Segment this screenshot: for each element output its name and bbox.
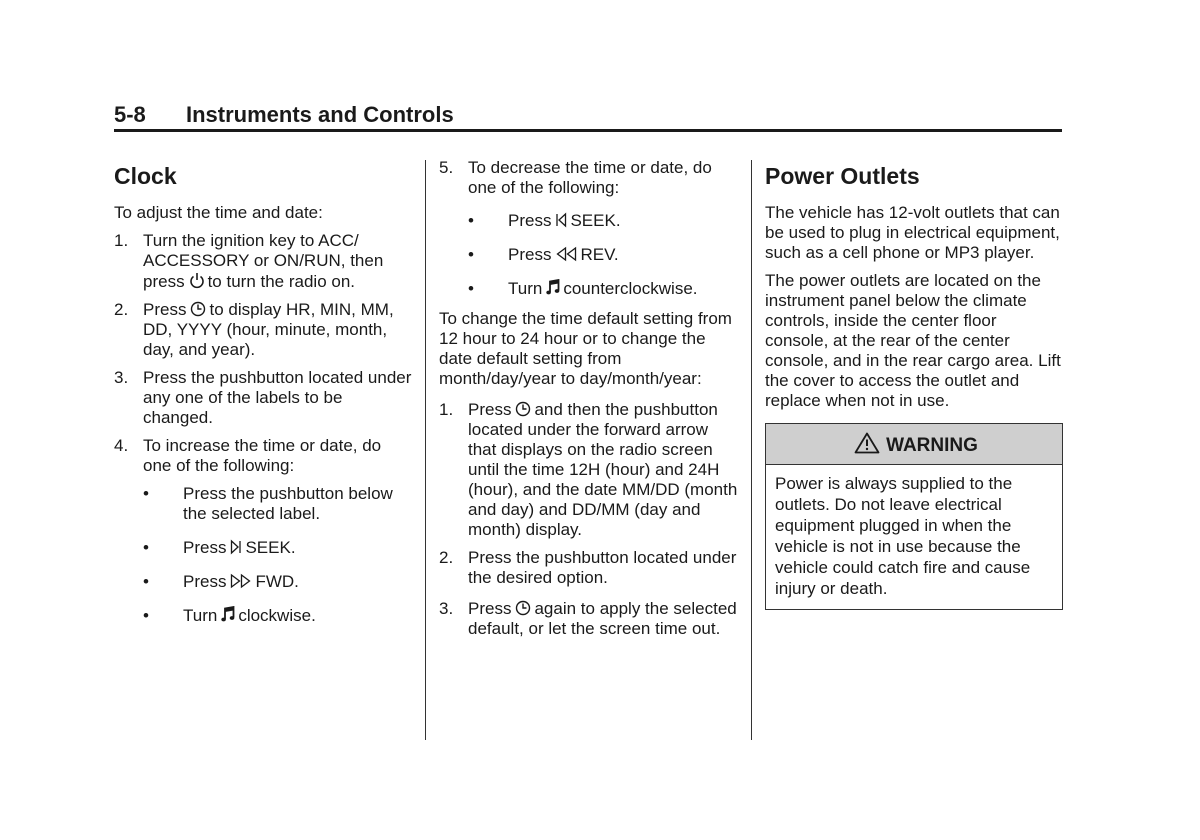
column-divider	[751, 160, 752, 740]
power-outlets-para-2: The power outlets are located on the instrument panel below the climate controls, inside the center floor console, at the rear of the center console, and in the rear cargo area. Lift the cover to access the outlet and replace when not in use.	[765, 271, 1061, 410]
rewind-icon	[555, 246, 577, 262]
clock-icon	[515, 600, 531, 616]
clock-column	[114, 158, 414, 640]
clock-column-continued	[439, 158, 739, 647]
clock-heading: Clock	[114, 163, 177, 189]
warning-box	[765, 423, 1063, 610]
power-outlets-para-1: The vehicle has 12-volt outlets that can be used to plug in electrical equipment, such as a cell phone or MP3 player.	[765, 203, 1060, 262]
music-note-icon	[221, 606, 235, 623]
warning-header	[766, 424, 1062, 465]
clock-icon	[190, 301, 206, 317]
power-outlets-column	[765, 158, 1063, 610]
page-header	[114, 101, 1062, 132]
default-setting-intro: To change the time default setting from 12 hour to 24 hour or to change the date default setting from month/day/year to day/month/year:	[439, 309, 732, 388]
step-1: 1. Turn the ignition key to ACC/ ACCESSORY or ON/RUN, then press to turn the radio on.	[114, 231, 384, 291]
seek-forward-icon	[230, 539, 242, 555]
decrease-bullet: • Turn counterclockwise.	[468, 279, 698, 298]
page-number: 5-8	[114, 102, 146, 127]
warning-triangle-icon	[854, 432, 880, 454]
step-3: 3. Press the pushbutton located under any one of the labels to be changed.	[114, 368, 412, 427]
step-4: 4. To increase the time or date, do one of the following:	[114, 436, 382, 475]
step-2: 2. Press to display HR, MIN, MM, DD, YYYY (hour, minute, month, day, and year).	[114, 300, 394, 359]
fast-forward-icon	[230, 573, 252, 589]
increase-bullet: • Press SEEK.	[143, 538, 296, 557]
increase-bullet: • Press the pushbutton below the selected label.	[143, 484, 393, 523]
section-title: Instruments and Controls	[186, 102, 454, 127]
column-divider	[425, 160, 426, 740]
warning-text: Power is always supplied to the outlets. Do not leave electrical equipment plugged in when the vehicle is not in use because the vehicle could catch fire and cause injury or death.	[775, 474, 1031, 598]
default-step-1: 1. Press and then the pushbutton located under the forward arrow that displays on the radio screen until the time 12H (hour) and 24H (hour), and the date MM/DD (month and day) and DD/MM (day and month) display.	[439, 400, 738, 539]
music-note-icon	[546, 279, 560, 296]
seek-back-icon	[555, 212, 567, 228]
default-step-3: 3. Press again to apply the selected default, or let the screen time out.	[439, 599, 737, 638]
step-5: 5. To decrease the time or date, do one of the following:	[439, 158, 712, 197]
clock-intro: To adjust the time and date:	[114, 203, 323, 222]
clock-icon	[515, 401, 531, 417]
default-step-2: 2. Press the pushbutton located under the desired option.	[439, 548, 737, 587]
increase-bullet: • Turn clockwise.	[143, 606, 316, 625]
increase-bullet: • Press FWD.	[143, 572, 299, 591]
decrease-bullet: • Press SEEK.	[468, 211, 621, 230]
decrease-bullet: • Press REV.	[468, 245, 619, 264]
warning-label: WARNING	[886, 435, 978, 456]
power-outlets-heading: Power Outlets	[765, 163, 920, 189]
power-icon	[189, 271, 205, 289]
